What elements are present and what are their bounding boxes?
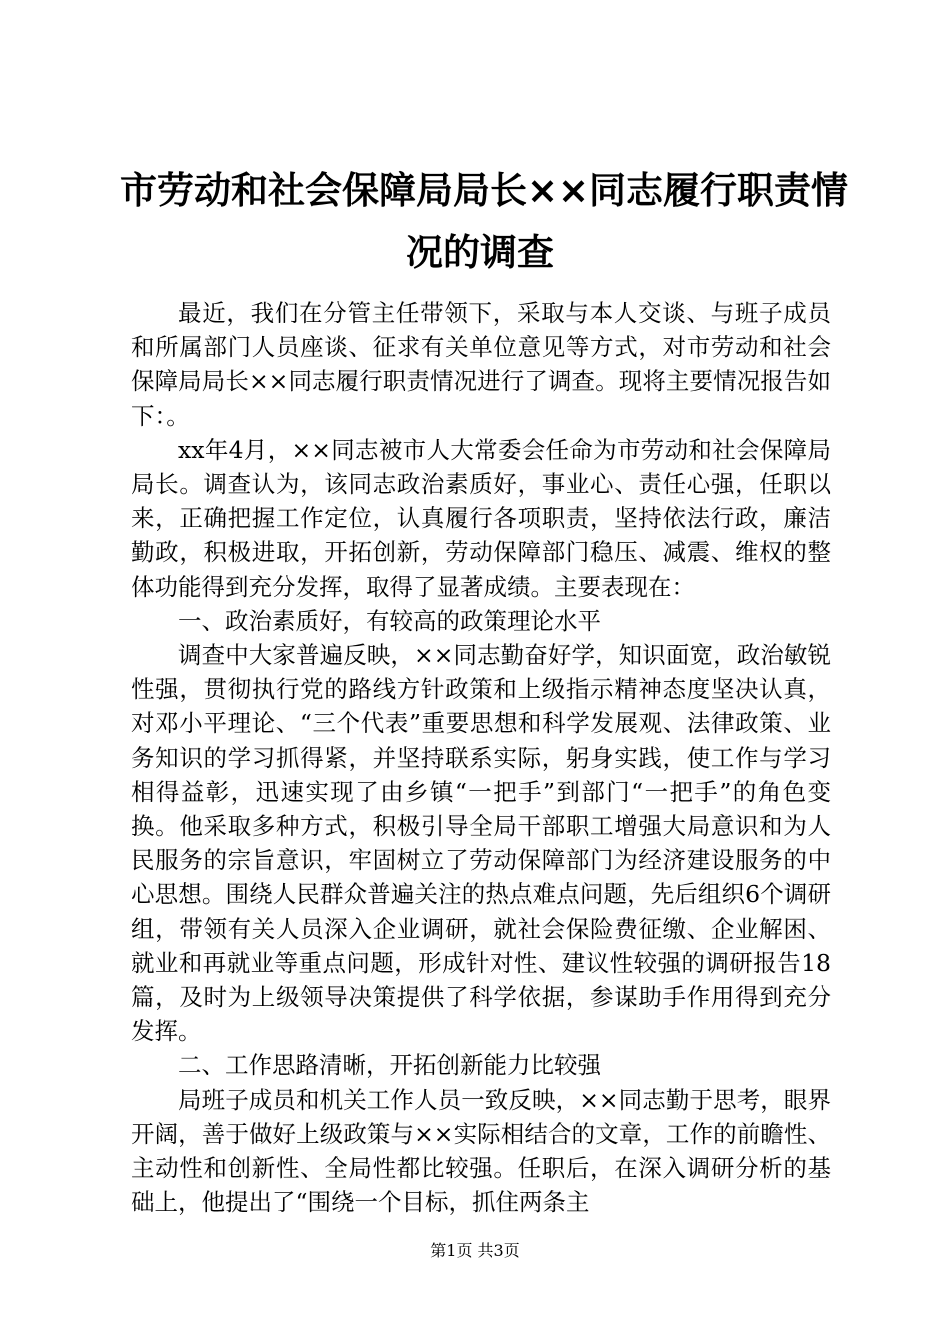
title-line-2: 况的调查 xyxy=(406,231,554,274)
page-footer: 第1页 共3页 xyxy=(430,1241,520,1260)
paragraph-intro: 最近，我们在分管主任带领下，采取与本人交谈、与班子成员和所属部门人员座谈、征求有关单位意见等方式，对市劳动和社会保障局局长××同志履行职责情况进行了调查。现将主要情况报告如下：。 xyxy=(131,299,831,430)
title-line-1: 市劳动和社会保障局局长××同志履行职责情 xyxy=(120,169,849,212)
document-title xyxy=(120,160,849,284)
paragraph-section-1: 调查中大家普遍反映，××同志勤奋好学，知识面宽，政治敏锐性强，贯彻执行党的路线方针政策和上级指示精神态度坚决认真，对邓小平理论、“三个代表”重要思想和科学发展观、法律政策、业务知识的学习抓得紧，并坚持联系实际，躬身实践，使工作与学习相得益彰，迅速实现了由乡镇“一把手”到部门“一把手”的角色变换。他采取多种方式，积极引导全局干部职工增强大局意识和为人民服务的宗旨意识，牢固树立了劳动保障部门为经济建设服务的中心思想。围绕人民群众普遍关注的热点难点问题，先后组织6个调研组，带领有关人员深入企业调研，就社会保险费征缴、企业解困、就业和再就业等重点问题，形成针对性、建议性较强的调研报告18篇，及时为上级领导决策提供了科学依据，参谋助手作用得到充分发挥。 xyxy=(131,641,831,1046)
paragraph-summary: xx年4月，××同志被市人大常委会任命为市劳动和社会保障局局长。调查认为，该同志政治素质好，事业心、责任心强，任职以来，正确把握工作定位，认真履行各项职责，坚持依法行政，廉洁勤政，积极进取，开拓创新，劳动保障部门稳压、减震、维权的整体功能得到充分发挥，取得了显著成绩。主要表现在： xyxy=(131,435,831,601)
section-heading-2: 二、工作思路清晰，开拓创新能力比较强 xyxy=(178,1051,601,1080)
document-body xyxy=(131,296,831,1219)
paragraph-section-2: 局班子成员和机关工作人员一致反映，××同志勤于思考，眼界开阔，善于做好上级政策与××实际相结合的文章，工作的前瞻性、主动性和创新性、全局性都比较强。任职后，在深入调研分析的基础上，他提出了“围绕一个目标，抓住两条主 xyxy=(131,1085,831,1217)
section-heading-1: 一、政治素质好，有较高的政策理论水平 xyxy=(178,606,601,635)
